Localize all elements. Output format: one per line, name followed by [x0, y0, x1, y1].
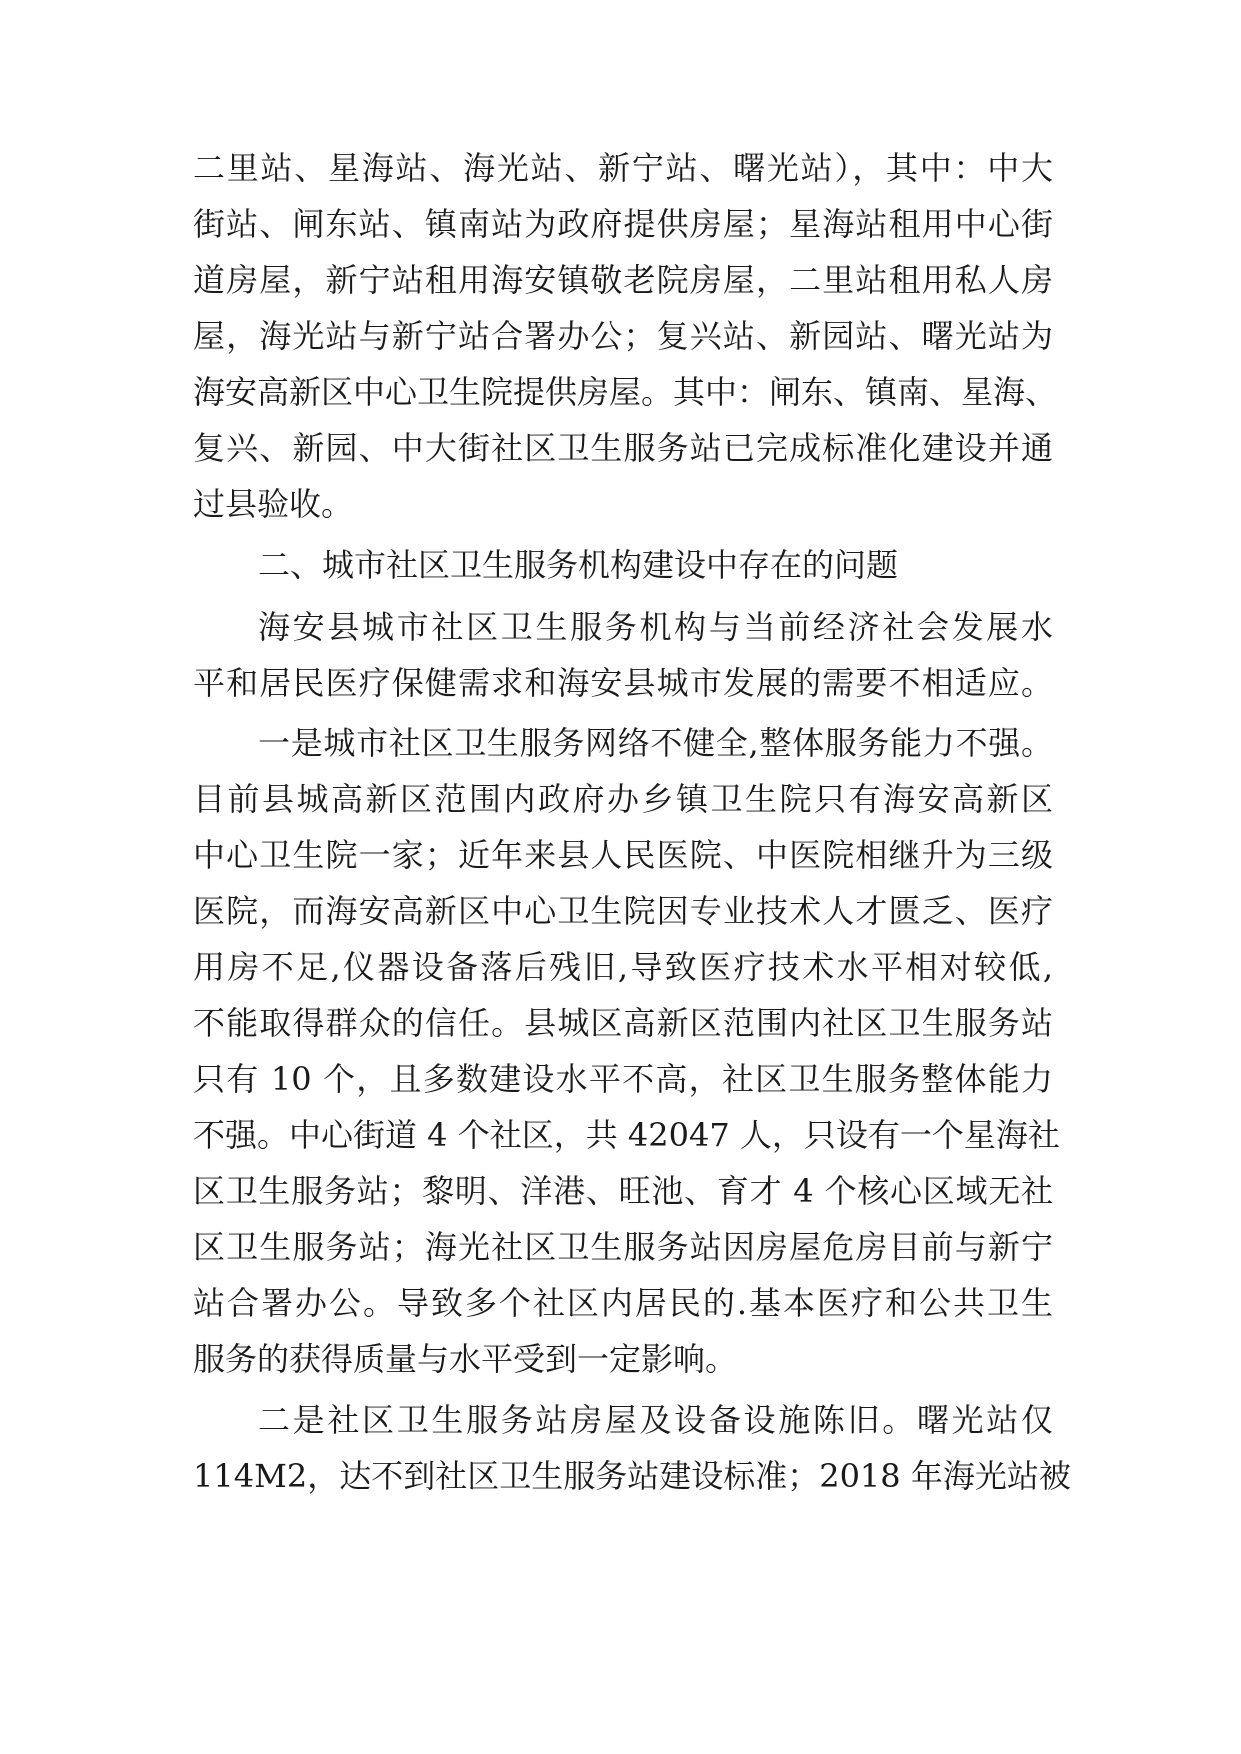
text-line-5: 海安高新区中心卫生院提供房屋。其中：闸东、镇南、星海、: [193, 373, 1058, 411]
text-line-6: 复兴、新园、中大街社区卫生服务站已完成标准化建设并通: [193, 429, 1053, 467]
text-line-24: 114M2，达不到社区卫生服务站建设标准；2018 年海光站被: [193, 1457, 1071, 1495]
text-line-2: 街站、闸东站、镇南站为政府提供房屋；星海站租用中心街: [193, 205, 1053, 243]
section-heading: 二、城市社区卫生服务机构建设中存在的问题: [258, 546, 899, 584]
text-line-22: 服务的获得质量与水平受到一定影响。: [193, 1340, 738, 1378]
text-line-19: 区卫生服务站；黎明、洋港、旺池、育才 4 个核心区域无社: [193, 1172, 1053, 1210]
text-line-4: 屋，海光站与新宁站合署办公；复兴站、新园站、曙光站为: [193, 317, 1053, 355]
text-line-3: 道房屋，新宁站租用海安镇敬老院房屋，二里站租用私人房: [193, 261, 1053, 299]
text-line-9: 海安县城市社区卫生服务机构与当前经济社会发展水: [258, 608, 1053, 646]
text-line-15: 用房不足,仪器设备落后残旧,导致医疗技术水平相对较低,: [193, 948, 1053, 986]
text-line-14: 医院，而海安高新区中心卫生院因专业技术人才匮乏、医疗: [193, 892, 1053, 930]
text-line-16: 不能取得群众的信任。县城区高新区范围内社区卫生服务站: [193, 1004, 1053, 1042]
text-line-23: 二是社区卫生服务站房屋及设备设施陈旧。曙光站仅: [258, 1401, 1053, 1439]
text-line-1: 二里站、星海站、海光站、新宁站、曙光站），其中：中大: [193, 149, 1053, 187]
text-line-18: 不强。中心街道 4 个社区，共 42047 人，只设有一个星海社: [193, 1116, 1060, 1154]
text-line-11: 一是城市社区卫生服务网络不健全,整体服务能力不强。: [258, 724, 1053, 762]
text-line-17: 只有 10 个，且多数建设水平不高，社区卫生服务整体能力: [193, 1060, 1053, 1098]
text-line-20: 区卫生服务站；海光社区卫生服务站因房屋危房目前与新宁: [193, 1228, 1053, 1266]
text-line-12: 目前县城高新区范围内政府办乡镇卫生院只有海安高新区: [193, 780, 1053, 818]
text-line-7: 过县验收。: [193, 485, 354, 523]
text-line-13: 中心卫生院一家；近年来县人民医院、中医院相继升为三级: [193, 836, 1053, 874]
text-line-10: 平和居民医疗保健需求和海安县城市发展的需要不相适应。: [193, 664, 1053, 702]
text-line-21: 站合署办公。导致多个社区内居民的.基本医疗和公共卫生: [193, 1284, 1053, 1322]
